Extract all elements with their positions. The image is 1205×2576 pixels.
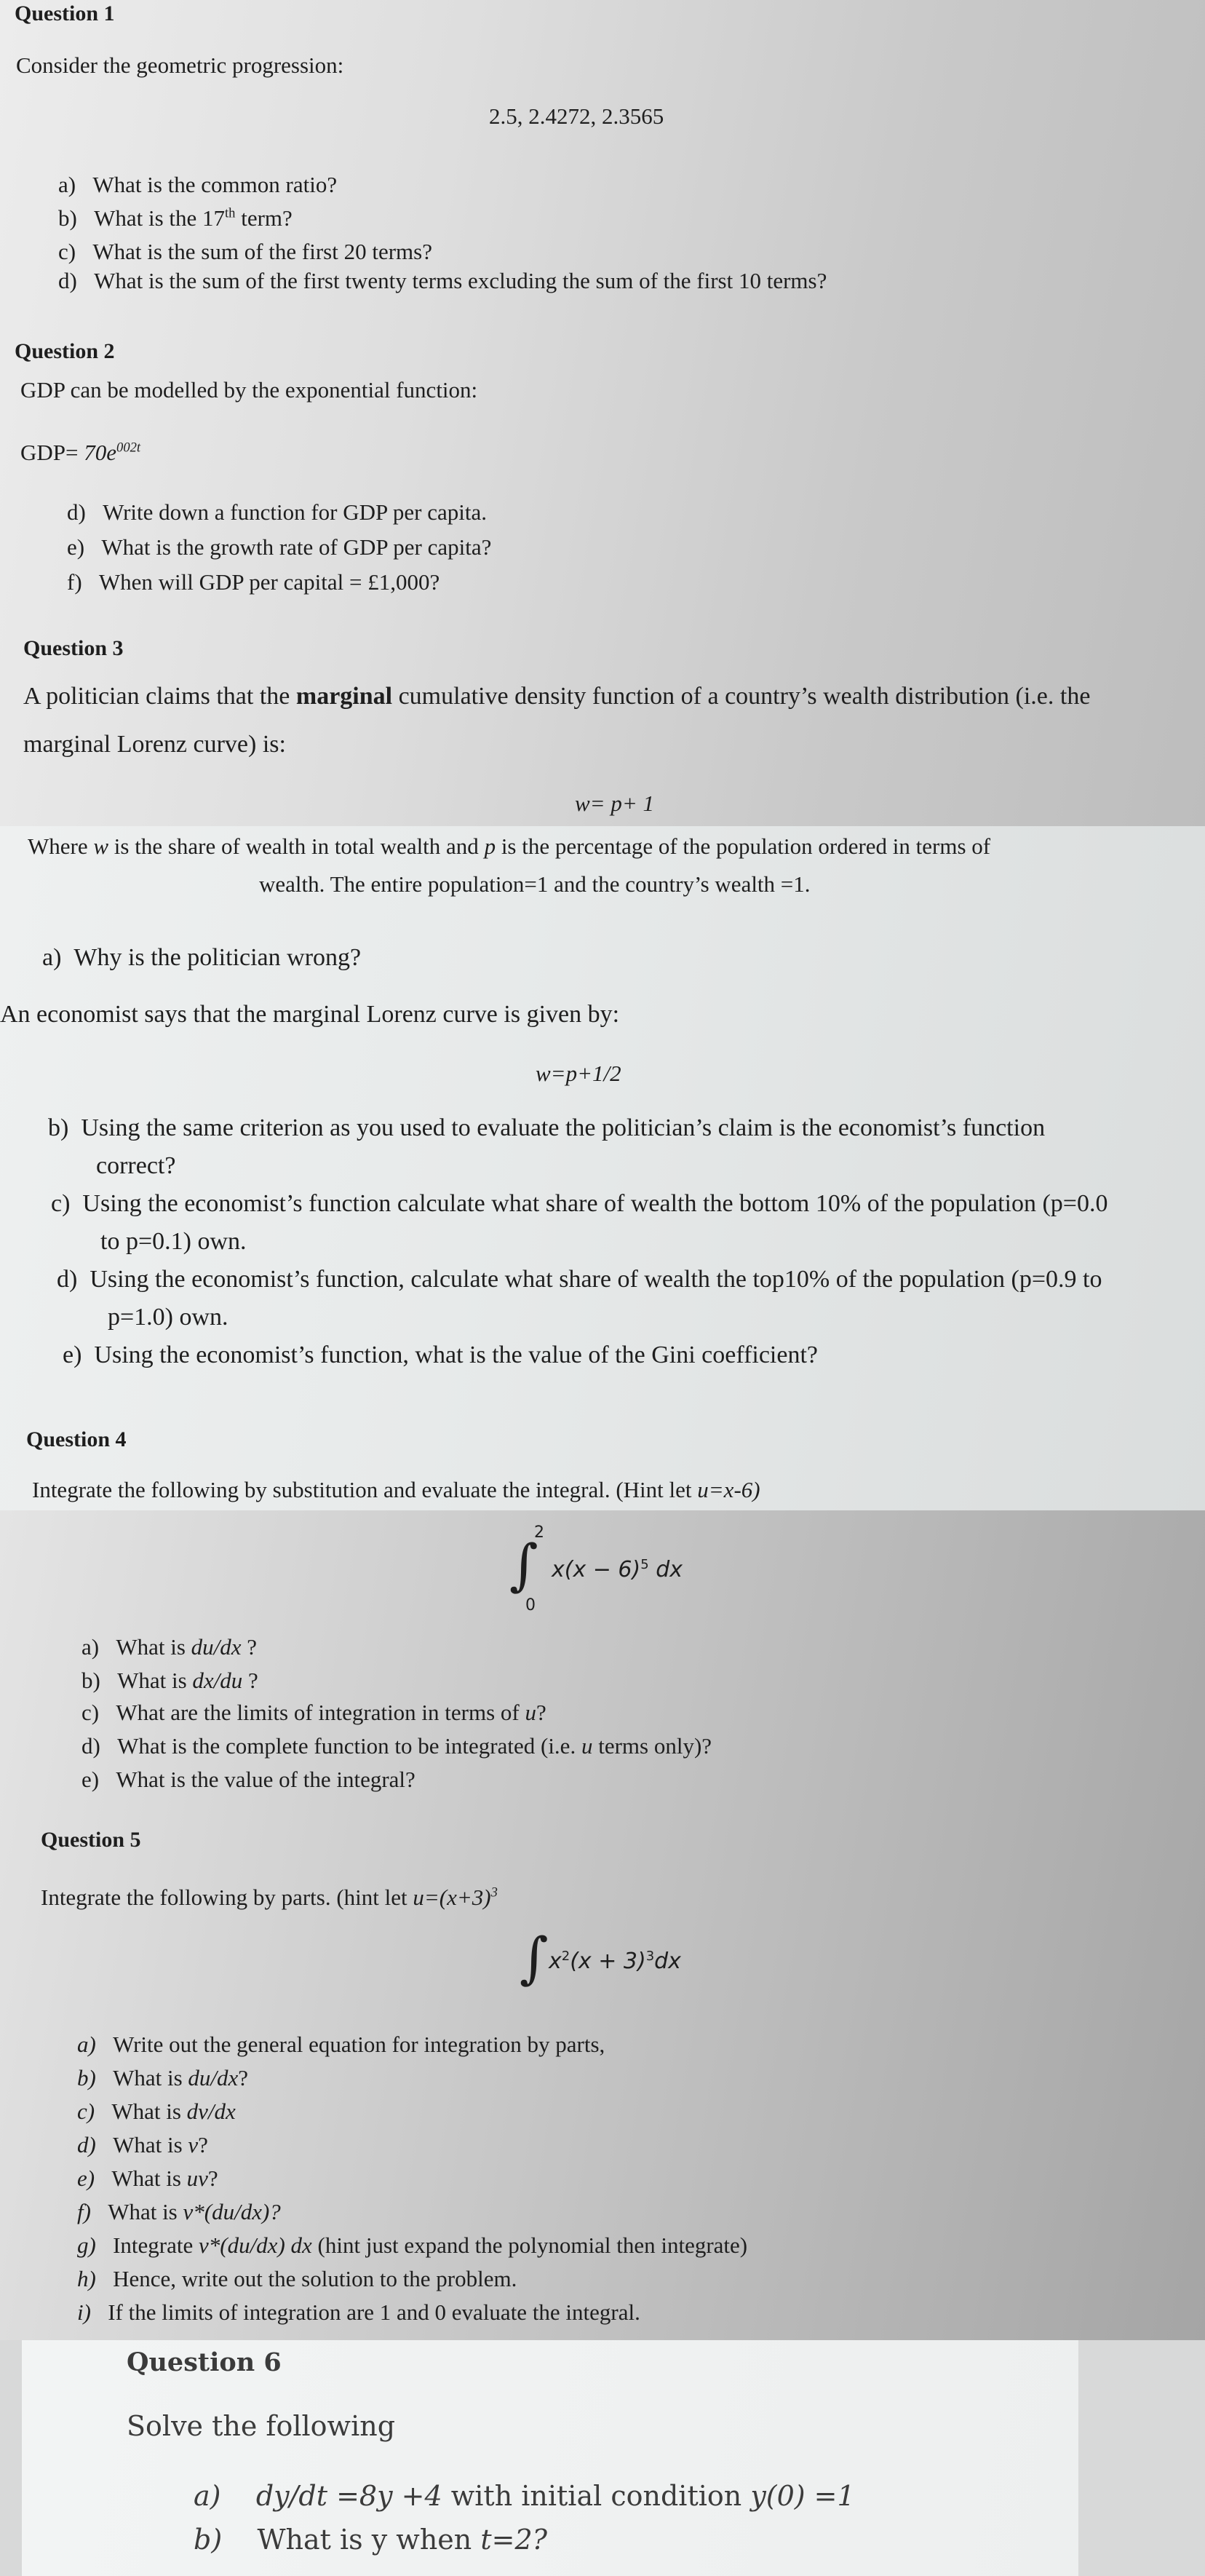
list-item	[51, 1190, 1107, 1218]
intro-text-end: cumulative density function of a country’s wealth distribution (i.e. the	[392, 683, 1091, 710]
list-item	[67, 499, 487, 526]
wealth-definition-line2: wealth. The entire population=1 and the country’s wealth =1.	[259, 871, 811, 897]
item-letter: a)	[42, 944, 62, 971]
list-item	[63, 1341, 818, 1369]
item-letter: c)	[77, 2099, 95, 2124]
list-item	[81, 1767, 415, 1793]
item-letter: d)	[58, 268, 77, 293]
item-text-end: terms only)?	[592, 1733, 712, 1759]
list-item	[48, 1114, 1045, 1142]
item-text: What are the limits of integration in terms of	[116, 1700, 525, 1725]
question-2-intro: GDP can be modelled by the exponential function:	[20, 377, 478, 403]
item-text: Using the economist’s function calculate what share of wealth the bottom 10% of the population (p=0.0	[82, 1190, 1108, 1217]
item-text: Hence, write out the solution to the problem.	[113, 2266, 517, 2291]
list-item	[81, 1700, 546, 1726]
list-item	[194, 2524, 547, 2556]
item-letter: e)	[81, 1767, 100, 1792]
formula-exponent: 002t	[116, 440, 141, 456]
list-item-continuation: correct?	[96, 1152, 176, 1179]
item-text: Using the same criterion as you used to evaluate the politician’s claim is the economist’s function	[81, 1114, 1046, 1141]
question-5-heading: Question 5	[41, 1828, 141, 1852]
intro-text: A politician claims that the	[23, 683, 296, 710]
item-letter: h)	[77, 2266, 96, 2291]
indefinite-integral	[520, 1925, 709, 2005]
paper-section-questions-1-2	[0, 0, 1205, 826]
item-text: What is	[116, 1634, 191, 1660]
item-letter: e)	[67, 534, 85, 560]
item-text-end: term?	[235, 205, 293, 231]
integrand-x-power: 2	[561, 1949, 570, 1964]
item-letter: f)	[77, 2199, 91, 2224]
item-math: dx/du	[192, 1668, 243, 1693]
question-6-heading: Question 6	[127, 2347, 282, 2377]
item-letter: b)	[58, 205, 77, 231]
question-4-heading: Question 4	[26, 1427, 127, 1451]
list-item-continuation: to p=0.1) own.	[100, 1228, 247, 1255]
upper-limit: 2	[534, 1523, 544, 1542]
list-item	[77, 2266, 517, 2292]
item-letter: b)	[81, 1668, 100, 1693]
question-4-intro	[32, 1477, 760, 1503]
text: is the share of wealth in total wealth and	[108, 833, 485, 859]
item-text: What is the growth rate of GDP per capita?	[101, 534, 492, 560]
question-6-card	[22, 2340, 1078, 2576]
list-item	[81, 1634, 257, 1660]
list-item	[77, 2199, 281, 2225]
variable-w: w	[93, 833, 109, 859]
list-item	[194, 2480, 855, 2512]
question-5-intro	[41, 1885, 498, 1911]
item-text: What is	[113, 2132, 188, 2157]
list-item	[77, 2232, 747, 2259]
wealth-definition-line1	[28, 833, 990, 860]
question-1-heading: Question 1	[15, 1, 115, 25]
item-text: Integrate	[113, 2232, 199, 2258]
item-text: What is	[108, 2199, 183, 2224]
integrand	[552, 1557, 683, 1582]
item-math: v*(du/dx) dx	[198, 2232, 312, 2258]
list-item	[58, 205, 293, 231]
item-letter: b)	[194, 2524, 223, 2556]
politician-formula: w= p+ 1	[575, 790, 655, 816]
integrand-base: x(x − 6)	[552, 1557, 641, 1582]
gdp-formula	[20, 440, 140, 466]
question-1-intro: Consider the geometric progression:	[16, 52, 344, 78]
list-item	[67, 534, 491, 560]
item-text-end: ?	[207, 2165, 218, 2191]
item-text: What is the value of the integral?	[116, 1767, 415, 1792]
ordinal-superscript: th	[225, 205, 236, 221]
geometric-sequence: 2.5, 2.4272, 2.3565	[489, 103, 664, 129]
item-letter: a)	[194, 2480, 221, 2512]
integrand-differential: dx	[654, 1949, 681, 1974]
item-text: Using the economist’s function, calculate what share of wealth the top10% of the population (p=0.9 to	[90, 1266, 1102, 1293]
item-letter: g)	[77, 2232, 96, 2258]
lower-limit: 0	[525, 1596, 536, 1614]
list-item	[81, 1668, 258, 1694]
list-item	[58, 268, 827, 294]
item-text: If the limits of integration are 1 and 0 evaluate the integral.	[108, 2299, 640, 2325]
intro-hint-power: 3	[490, 1885, 498, 1901]
list-item	[58, 172, 337, 198]
integral-sign-icon: ∫	[520, 1925, 549, 1990]
item-text-end: ?	[242, 1668, 258, 1693]
integrand-factor: (x + 3)	[570, 1949, 646, 1974]
question-3-intro-line2: marginal Lorenz curve) is:	[23, 731, 286, 758]
list-item	[58, 239, 432, 265]
intro-text: Integrate the following by substitution and evaluate the integral. (Hint let	[32, 1477, 698, 1502]
list-item	[81, 1733, 712, 1759]
list-item	[42, 944, 361, 972]
item-text-end: (hint just expand the polynomial then integrate)	[311, 2232, 748, 2258]
item-letter: d)	[67, 499, 86, 525]
item-text: Why is the politician wrong?	[73, 944, 362, 971]
item-text: What is the common ratio?	[92, 172, 338, 197]
item-math: u	[581, 1733, 593, 1759]
integral-sign-icon: ∫	[509, 1532, 538, 1597]
integrand-x: x	[549, 1949, 562, 1974]
item-letter: c)	[58, 239, 76, 264]
intro-text: Integrate the following by parts. (hint let	[41, 1885, 413, 1910]
formula-base: 70e	[84, 440, 117, 465]
item-text: What is y when	[257, 2524, 481, 2556]
item-letter: a)	[77, 2032, 96, 2057]
integrand-factor-power: 3	[645, 1949, 655, 1964]
item-letter: d)	[77, 2132, 96, 2157]
list-item	[77, 2099, 236, 2125]
item-letter: e)	[77, 2165, 95, 2191]
item-math: t=2?	[480, 2524, 548, 2556]
item-text-end: ?	[241, 1634, 258, 1660]
integrand-differential: dx	[648, 1557, 683, 1582]
text: is the percentage of the population ordered in terms of	[496, 833, 991, 859]
text: Where	[28, 833, 94, 859]
item-letter: f)	[67, 569, 82, 595]
list-item	[77, 2132, 208, 2158]
list-item	[77, 2032, 605, 2058]
paper-section-question-6	[0, 2340, 1205, 2576]
list-item	[57, 1266, 1102, 1293]
list-item	[77, 2065, 248, 2091]
question-3-heading: Question 3	[23, 636, 124, 660]
item-letter: d)	[81, 1733, 100, 1759]
item-text-end: ?	[238, 2065, 249, 2090]
item-text-end: ?	[198, 2132, 208, 2157]
item-text: What is	[117, 1668, 193, 1693]
item-letter: c)	[81, 1700, 100, 1725]
item-math: dy/dt =8y +4	[255, 2480, 442, 2512]
item-text: Using the economist’s function, what is the value of the Gini coefficient?	[94, 1341, 818, 1368]
item-math: v*(du/dx)?	[183, 2199, 281, 2224]
item-text: What is	[111, 2165, 187, 2191]
intro-hint: u=(x+3)	[413, 1885, 491, 1910]
item-text: What is the sum of the first 20 terms?	[92, 239, 432, 264]
paper-section-question-3	[0, 826, 1205, 1510]
question-2-heading: Question 2	[15, 339, 115, 363]
item-text: What is the 17	[94, 205, 226, 231]
paper-section-questions-4-5	[0, 1510, 1205, 2340]
item-text: What is the complete function to be integrated (i.e.	[117, 1733, 581, 1759]
item-text: What is the sum of the first twenty terms excluding the sum of the first 10 terms?	[94, 268, 827, 293]
item-math: u	[525, 1700, 536, 1725]
item-math: du/dx	[191, 1634, 242, 1660]
intro-bold-word: marginal	[295, 683, 393, 710]
item-math: dv/dx	[186, 2099, 236, 2124]
economist-statement: An economist says that the marginal Lorenz curve is given by:	[0, 1001, 620, 1028]
question-3-intro-line1	[23, 683, 1090, 710]
item-text: Write down a function for GDP per capita.	[103, 499, 487, 525]
formula-lhs: GDP=	[20, 440, 79, 465]
item-math: uv	[186, 2165, 208, 2191]
question-6-intro: Solve the following	[127, 2410, 396, 2442]
item-letter: a)	[58, 172, 76, 197]
item-text: What is	[113, 2065, 188, 2090]
item-math: du/dx	[188, 2065, 239, 2090]
item-letter: d)	[57, 1266, 78, 1293]
item-text: When will GDP per capital = £1,000?	[98, 569, 440, 595]
integrand	[549, 1949, 681, 1974]
item-letter: e)	[63, 1341, 82, 1368]
item-text: with initial condition	[442, 2480, 751, 2512]
list-item	[67, 569, 440, 595]
intro-hint: u=x-6)	[697, 1477, 760, 1502]
variable-p: p	[484, 833, 496, 859]
definite-integral	[509, 1525, 699, 1620]
item-math: v	[188, 2132, 199, 2157]
item-letter: c)	[51, 1190, 71, 1217]
economist-formula: w=p+1/2	[536, 1061, 621, 1086]
item-letter: b)	[48, 1114, 69, 1141]
item-letter: b)	[77, 2065, 96, 2090]
item-text: What is	[111, 2099, 187, 2124]
item-letter: i)	[77, 2299, 91, 2325]
list-item	[77, 2299, 640, 2326]
item-text: Write out the general equation for integration by parts,	[113, 2032, 605, 2057]
item-math-condition: y(0) =1	[750, 2480, 855, 2512]
item-text-end: ?	[536, 1700, 546, 1725]
integrand-power: 5	[640, 1557, 649, 1572]
list-item	[77, 2165, 218, 2192]
item-letter: a)	[81, 1634, 100, 1660]
list-item-continuation: p=1.0) own.	[108, 1304, 228, 1331]
